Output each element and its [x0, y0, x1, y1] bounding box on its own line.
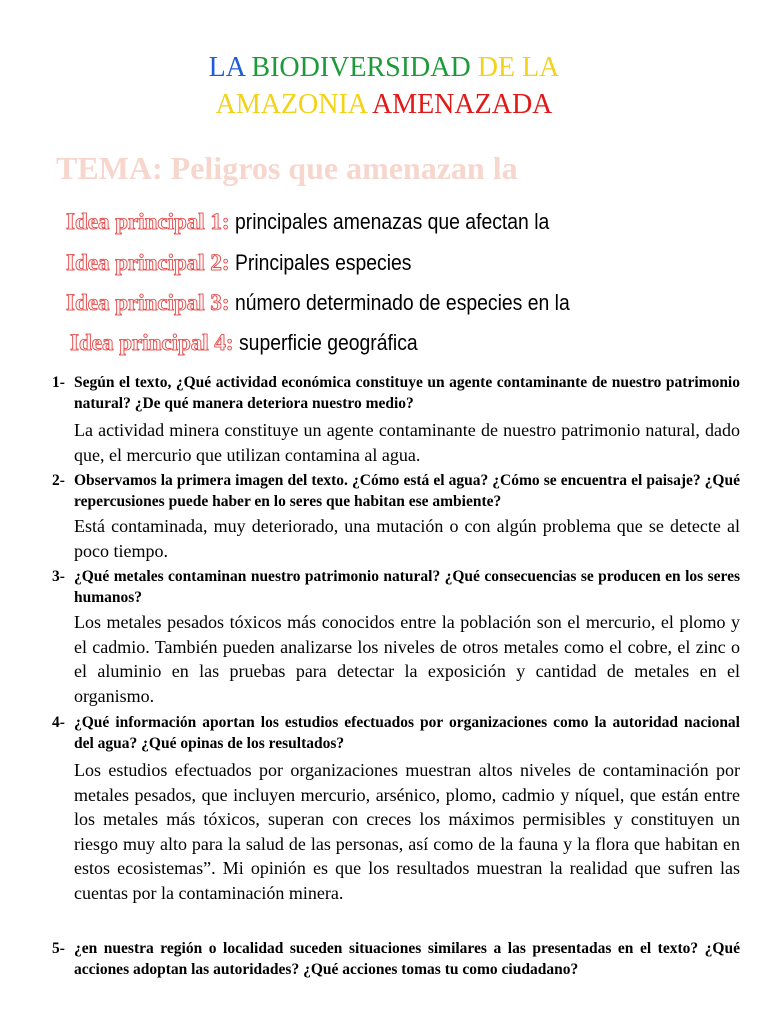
question-1: [52, 372, 740, 414]
idea-principal-2: [66, 248, 436, 278]
title-word-amazonia: AMAZONIA: [215, 89, 367, 120]
question-text: ¿en nuestra región o localidad suceden situaciones similares a las presentadas en el texto? ¿Qué acciones adoptan las autoridades? ¿Qué acciones tomas tu como ciudadano?: [74, 940, 740, 978]
idea-principal-4: [70, 328, 442, 358]
question-4: [52, 712, 740, 754]
question-number: 3-: [52, 568, 65, 585]
answer-2: Está contaminada, muy deteriorado, una mutación o con algún problema que se detecte al poco tiempo.: [74, 516, 740, 561]
question-text: Según el texto, ¿Qué actividad económica constituye un agente contaminante de nuestro patrimonio natural? ¿De qué manera deteriora nuestro medio?: [74, 374, 740, 412]
title-word-de-la: DE LA: [477, 52, 560, 83]
question-5: [52, 938, 740, 980]
idea-label: Idea principal 2:: [66, 250, 230, 275]
question-number: 5-: [52, 940, 65, 957]
tema-heading: TEMA: Peligros que amenazan la: [56, 150, 518, 186]
idea-value: principales amenazas que afectan la: [235, 209, 550, 234]
idea-label: Idea principal 4:: [70, 330, 234, 355]
question-text: ¿Qué información aportan los estudios efectuados por organizaciones como la autoridad nacional del agua? ¿Qué opinas de los resultados?: [74, 714, 740, 752]
idea-principal-1: [66, 207, 592, 237]
question-2: [52, 470, 740, 512]
question-3: [52, 566, 740, 608]
answer-4: Los estudios efectuados por organizaciones muestran altos niveles de contaminación por metales pesados, que incluyen mercurio, arsénico, plomo, cadmio y níquel, que están entre los metales más tóxicos, superan con creces los máximos permisibles y constituyen un riesgo muy alto para la salud de las personas, así como de la fauna y la flora que habitan en estos ecosistemas”. Mi opinión es que los resultados muestran la realidad que sufren las cuentas por la contaminación minera.: [74, 760, 740, 903]
answer-3: Los metales pesados tóxicos más conocidos entre la población son el mercurio, el plomo y el cadmio. También pueden analizarse los niveles de otros metales como el cobre, el zinc o el aluminio en las pruebas para detectar la exposición y cantidad de metales en el organismo.: [74, 612, 740, 706]
idea-label: Idea principal 3:: [66, 290, 230, 315]
idea-label: Idea principal 1:: [66, 209, 230, 234]
idea-value: superficie geográfica: [239, 330, 418, 355]
title-line-2: [0, 87, 768, 123]
question-number: 2-: [52, 472, 65, 489]
question-number: 1-: [52, 374, 65, 391]
idea-principal-3: [66, 288, 616, 318]
idea-value: número determinado de especies en la: [235, 290, 571, 315]
answer-1: La actividad minera constituye un agente contaminante de nuestro patrimonio natural, dado que, el mercurio que utilizan contamina al agua.: [74, 420, 740, 465]
title-word-la: LA: [208, 52, 245, 83]
title-word-amenazada: AMENAZADA: [371, 89, 553, 120]
title-word-biodiversidad: BIODIVERSIDAD: [251, 52, 471, 83]
question-text: ¿Qué metales contaminan nuestro patrimonio natural? ¿Qué consecuencias se producen en los seres humanos?: [74, 568, 740, 606]
question-number: 4-: [52, 714, 65, 731]
title-line-1: [0, 50, 768, 86]
question-text: Observamos la primera imagen del texto. ¿Cómo está el agua? ¿Cómo se encuentra el paisaje? ¿Qué repercusiones puede haber en lo seres que habitan ese ambiente?: [74, 472, 740, 510]
idea-value: Principales especies: [235, 250, 412, 275]
